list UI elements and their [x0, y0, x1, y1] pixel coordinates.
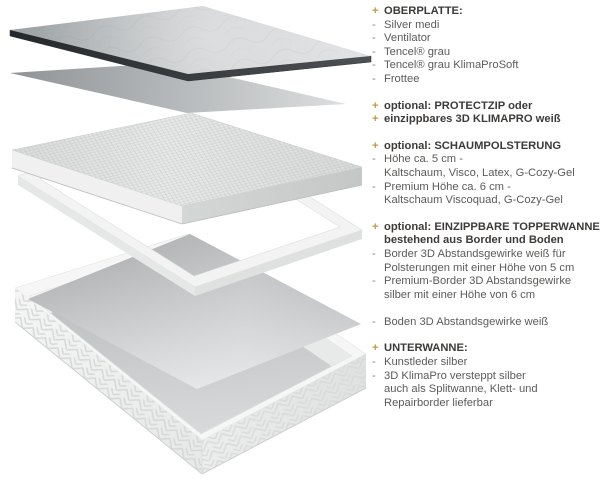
section-title: + UNTERWANNE: — [372, 342, 468, 355]
section-protectzip — [372, 100, 598, 127]
plus-marker: + — [372, 342, 379, 355]
list-item-continuation: Repairborder lieferbar — [384, 396, 493, 409]
plus-marker: + — [372, 220, 379, 233]
list-item-continuation: Kaltschaum Viscoquad, G-Cozy-Gel — [384, 194, 563, 207]
list-item: - Tencel® grau — [372, 45, 451, 58]
list-item: - Border 3D Abstandsgewirke weiß für — [372, 247, 566, 260]
section-title: + einzippbares 3D KLIMAPRO weiß — [372, 113, 561, 126]
dash-marker: - — [372, 18, 376, 31]
section-title-continuation: bestehend aus Border und Boden — [384, 234, 564, 247]
section-title: + OBERPLATTE: — [372, 5, 463, 17]
section-title: + optional: EINZIPPBARE TOPPERWANNE — [372, 220, 600, 233]
dash-marker: - — [372, 32, 376, 45]
list-item: - Frottee — [372, 72, 420, 85]
section-oberplatte — [372, 5, 598, 87]
plus-marker: + — [372, 139, 379, 152]
section-unterwanne — [372, 342, 598, 410]
list-item: - Tencel® grau KlimaProSoft — [372, 59, 519, 72]
list-item-continuation: Polsterungen mit einer Höhe von 5 cm — [384, 261, 575, 274]
list-item: - Premium Höhe ca. 6 cm - — [372, 180, 511, 193]
dash-marker: - — [372, 315, 376, 328]
list-item-continuation: Kaltschaum, Visco, Latex, G-Cozy-Gel — [384, 166, 575, 179]
list-item: - Premium-Border 3D Abstandsgewirke — [372, 275, 572, 288]
dash-marker: - — [372, 59, 376, 72]
plus-marker: + — [372, 113, 379, 126]
list-item: - Höhe ca. 5 cm - — [372, 153, 463, 166]
section-title: + optional: PROTECTZIP oder — [372, 99, 533, 112]
list-item: - 3D KlimaPro versteppt silber — [372, 369, 526, 382]
list-item-continuation: auch als Splitwanne, Klett- und — [384, 383, 538, 396]
plus-marker: + — [372, 99, 379, 112]
annotation-column — [372, 5, 598, 423]
list-item: - Boden 3D Abstandsgewirke weiß — [372, 315, 549, 328]
dash-marker: - — [372, 369, 376, 382]
list-item: - Ventilator — [372, 32, 431, 45]
plus-marker: + — [372, 5, 379, 17]
list-item: - Silver medi — [372, 18, 440, 31]
dash-marker: - — [372, 355, 376, 368]
dash-marker: - — [372, 247, 376, 260]
dash-marker: - — [372, 45, 376, 58]
list-item-continuation: silber mit einer Höhe von 6 cm — [384, 288, 536, 301]
dash-marker: - — [372, 153, 376, 166]
section-schaumpolsterung — [372, 140, 598, 208]
dash-marker: - — [372, 275, 376, 288]
dash-marker: - — [372, 72, 376, 85]
section-title: + optional: SCHAUMPOLSTERUNG — [372, 139, 562, 152]
list-item: - Kunstleder silber — [372, 355, 468, 368]
section-topperwanne — [372, 221, 598, 330]
dash-marker: - — [372, 180, 376, 193]
